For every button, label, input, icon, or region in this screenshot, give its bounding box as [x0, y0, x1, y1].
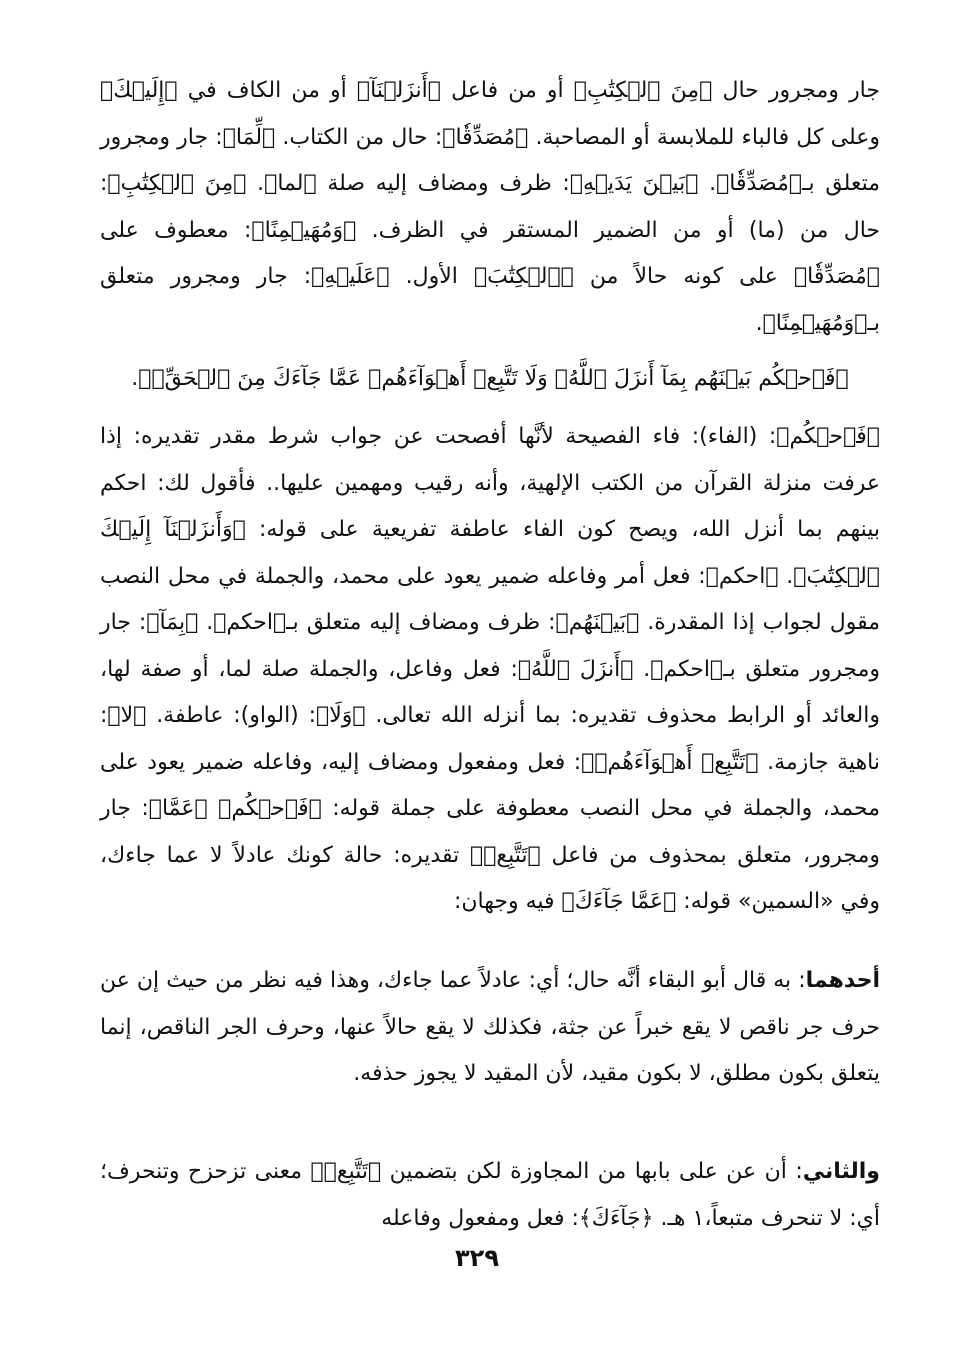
- paragraph-text: : به قال أبو البقاء أنَّه حال؛ أي: عادلاً عما جاءك، وهذا فيه نظر من حيث إن عن حرف جر ناقص لا يقع خبراً عن جثة، فكذلك لا يقع حالاً عنها، وحرف الجر الناقص، إنما يتعلق بكون مطلق، لا بكون مقيد، لأن المقيد لا يجوز حذفه.: [100, 968, 880, 1086]
- paragraph-text: ﴿فَٱحۡكُم﴾: (الفاء): فاء الفصيحة لأنَّها أفصحت عن جواب شرط مقدر تقديره: إذا عرفت منزلة القرآن من الكتب الإلهية، وأنه رقيب ومهمين عليها.. فأقول لك: احكم بينهم بما أنزل الله، ويصح كون الفاء عاطفة تفريعية على قوله: ﴿وَأَنزَلۡنَآ إِلَيۡكَ ٱلۡكِتَٰبَ﴾. ﴿احكم﴾: فعل أمر وفاعله ضمير يعود على محمد، والجملة في محل النصب مقول لجواب إذا المقدرة. ﴿بَيۡنَهُم﴾: ظرف ومضاف إليه متعلق بـ﴿احكم﴾. ﴿بِمَآ﴾: جار ومجرور متعلق بـ﴿احكم﴾. ﴿أَنزَلَ ٱللَّهُ﴾: فعل وفاعل، والجملة صلة لما، أو صفة لها، والعائد أو الرابط محذوف تقديره: بما أنزله الله تعالى. ﴿وَلَا﴾: (الواو): عاطفة. ﴿لا﴾: ناهية جازمة. ﴿تَتَّبِعۡ أَهۡوَآءَهُمۡ﴾: فعل ومفعول ومضاف إليه، وفاعله ضمير يعود على محمد، والجملة في محل النصب معطوفة على جملة قوله: ﴿فَٱحۡكُم﴾ ﴿عَمَّا﴾: جار ومجرور، متعلق بمحذوف من فاعل ﴿تَتَّبِعۡ﴾ تقديره: حالة كونك عادلاً لا عما جاءك، وفي «السمين» قوله: ﴿عَمَّا جَآءَكَ﴾ فيه وجهان:: [100, 424, 880, 914]
- quranic-verse: ﴿فَٱحۡكُم بَيۡنَهُم بِمَآ أَنزَلَ ٱللَّهُۖ وَلَا تَتَّبِعۡ أَهۡوَآءَهُمۡ عَمَّا جَآءَكَ مِنَ ٱلۡحَقِّۚ﴾.: [131, 366, 849, 391]
- paragraph-text: جار ومجرور حال ﴿مِنَ ٱلۡكِتَٰبِ﴾ أو من فاعل ﴿أَنزَلۡنَآ﴾ أو من الكاف في ﴿إِلَيۡكَ﴾ وعلى كل فالباء للملابسة أو المصاحبة. ﴿مُصَدِّقٗا﴾: حال من الكتاب. ﴿لِّمَا﴾: جار ومجرور متعلق بـ﴿مُصَدِّقٗا﴾. ﴿بَيۡنَ يَدَيۡهِ﴾: ظرف ومضاف إليه صلة ﴿لما﴾. ﴿مِنَ ٱلۡكِتَٰبِ﴾: حال من (ما) أو من الضمير المستقر في الظرف. ﴿وَمُهَيۡمِنًا﴾: معطوف على ﴿مُصَدِّقٗا﴾ على كونه حالاً من ﴿ٱلۡكِتَٰبَ﴾ الأول. ﴿عَلَيۡهِ﴾: جار ومجرور متعلق بـ﴿وَمُهَيۡمِنًا﴾.: [100, 78, 880, 336]
- paragraph-body: [100, 958, 880, 1098]
- page-number: ٣٢٩: [455, 1244, 499, 1272]
- paragraph-second-view: [100, 1149, 880, 1242]
- paragraph-first-view: [100, 958, 880, 1098]
- paragraph-text: : أن عن على بابها من المجاوزة لكن بتضمين ﴿تَتَّبِعۡ﴾ معنى تزحزح وتنحرف؛ أي: لا تنحرف متبعاً،١ هـ. ﴿جَآءَكَ﴾: فعل ومفعول وفاعله: [100, 1159, 880, 1231]
- paragraph-syntax-analysis-1: [100, 68, 880, 347]
- paragraph-body: [100, 1149, 880, 1242]
- paragraph-lead-word: أحدهما: [805, 968, 880, 993]
- paragraph-syntax-analysis-2: [100, 414, 880, 926]
- paragraph-lead-word: والثاني: [802, 1159, 880, 1184]
